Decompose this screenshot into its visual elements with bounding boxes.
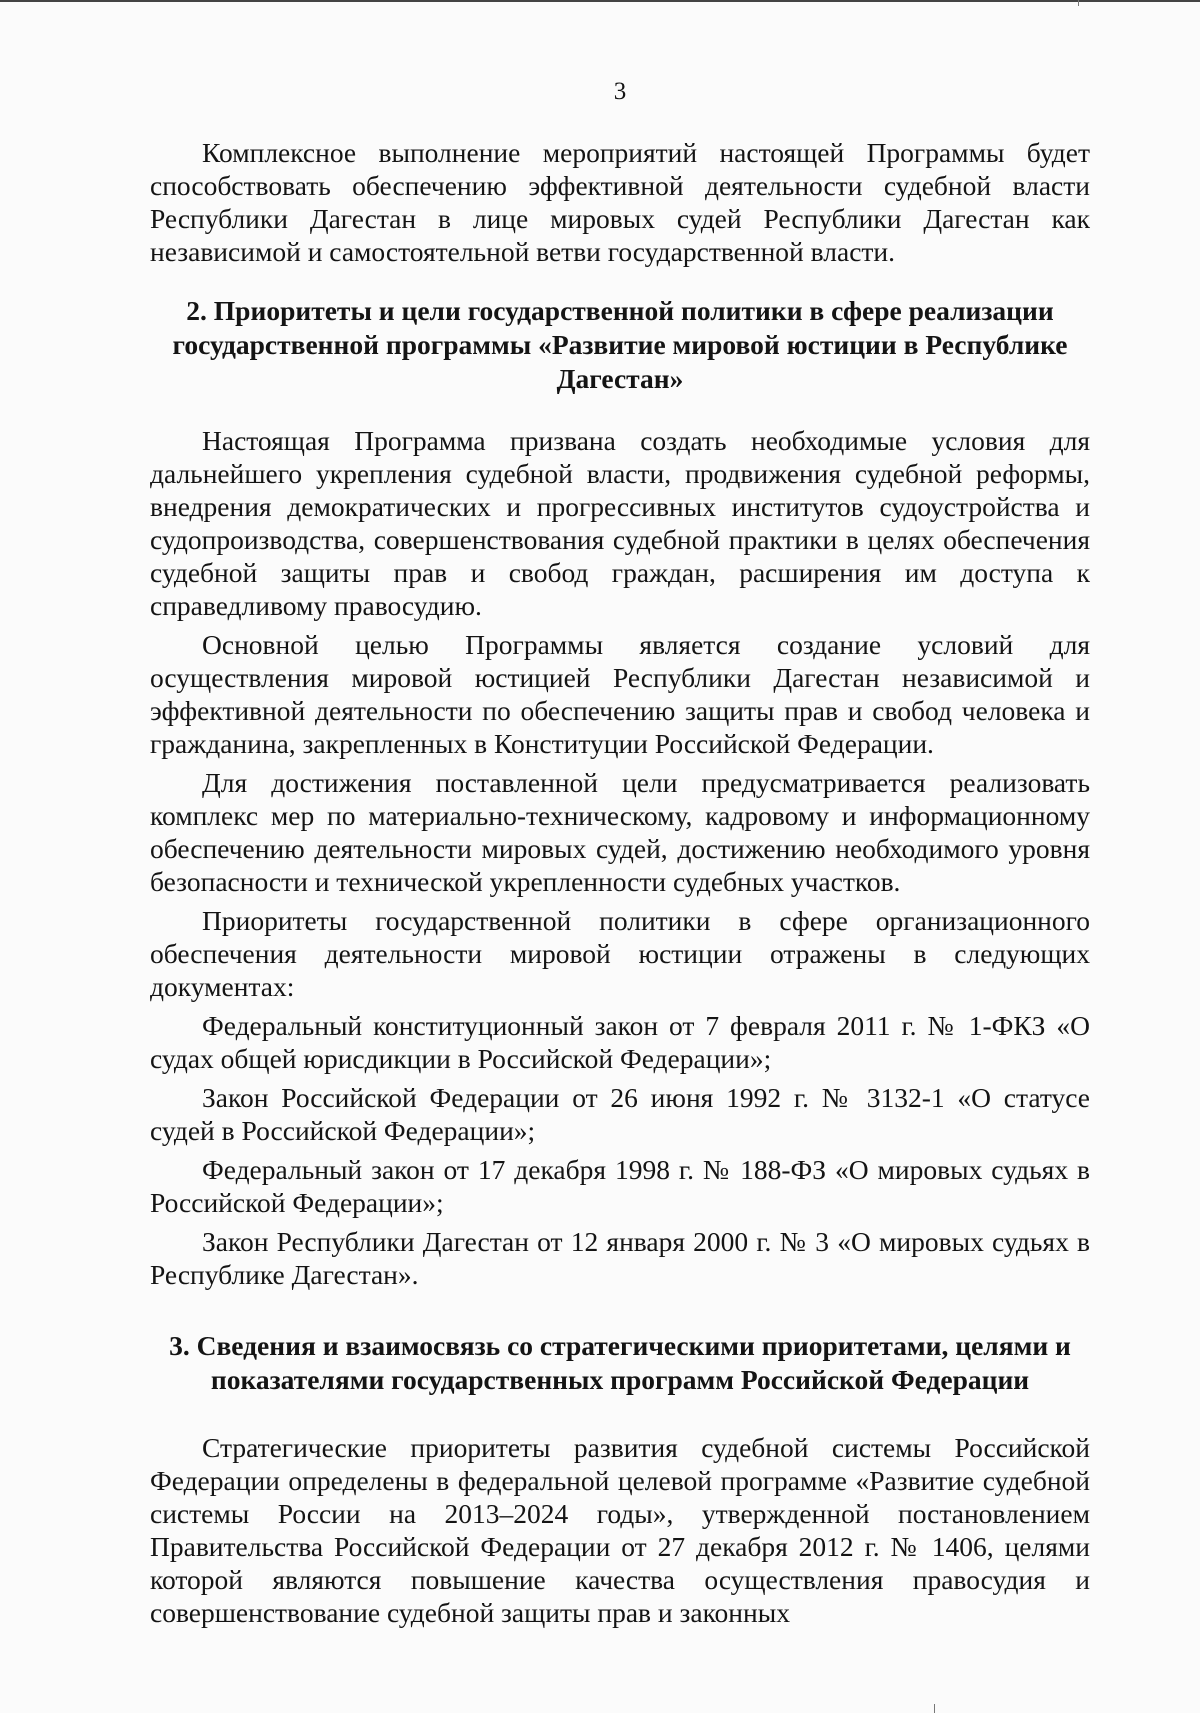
document-list-item: Федеральный закон от 17 декабря 1998 г. № 188-ФЗ «О мировых судьях в Российской Федерации»; xyxy=(150,1154,1090,1218)
section-2-paragraph: Основной целью Программы является создание условий для осуществления мировой юстицией Республики Дагестан независимой и эффективной деятельности по обеспечению защиты прав и свобод человека и гражданина, закрепленных в Конституции Российской Федерации. xyxy=(150,629,1090,759)
section-3-heading: 3. Сведения и взаимосвязь со стратегическими приоритетами, целями и показателями государственных программ Российской Федерации xyxy=(169,1330,1071,1395)
section-2-paragraph: Приоритеты государственной политики в сфере организационного обеспечения деятельности мировой юстиции отражены в следующих документах: xyxy=(150,905,1090,1002)
document-list-item: Закон Республики Дагестан от 12 января 2000 г. № 3 «О мировых судьях в Республике Дагестан». xyxy=(150,1226,1090,1290)
intro-paragraph: Комплексное выполнение мероприятий настоящей Программы будет способствовать обеспечению эффективной деятельности судебной власти Республики Дагестан в лице мировых судей Республики Дагестан как независимой и самостоятельной ветви государственной власти. xyxy=(150,137,1090,267)
section-2-paragraph: Настоящая Программа призвана создать необходимые условия для дальнейшего укрепления судебной власти, продвижения судебной реформы, внедрения демократических и прогрессивных институтов судоустройства и судопроизводства, совершенствования судебной практики в целях обеспечения судебной защиты прав и свобод граждан, расширения им доступа к справедливому правосудию. xyxy=(150,425,1090,621)
scan-mark xyxy=(934,1704,935,1713)
document-list-item: Федеральный конституционный закон от 7 февраля 2011 г. № 1-ФКЗ «О судах общей юрисдикции в Российской Федерации»; xyxy=(150,1010,1090,1074)
section-3-paragraph: Стратегические приоритеты развития судебной системы Российской Федерации определены в федеральной целевой программе «Развитие судебной системы России на 2013–2024 годы», утвержденной постановлением Правительства Российской Федерации от 27 декабря 2012 г. № 1406, целями которой являются повышение качества осуществления правосудия и совершенствование судебной защиты прав и законных xyxy=(150,1432,1090,1628)
page-number: 3 xyxy=(613,78,627,105)
section-2-heading: 2. Приоритеты и цели государственной политики в сфере реализации государственной программы «Развитие мировой юстиции в Республике Дагестан» xyxy=(172,295,1068,394)
scan-edge-line xyxy=(0,0,1200,2)
scan-mark xyxy=(1078,0,1079,6)
section-2-paragraph: Для достижения поставленной цели предусматривается реализовать комплекс мер по материально-техническому, кадровому и информационному обеспечению деятельности мировых судей, достижению необходимого уровня безопасности и технической укрепленности судебных участков. xyxy=(150,767,1090,897)
document-list-item: Закон Российской Федерации от 26 июня 1992 г. № 3132-1 «О статусе судей в Российской Федерации»; xyxy=(150,1082,1090,1146)
